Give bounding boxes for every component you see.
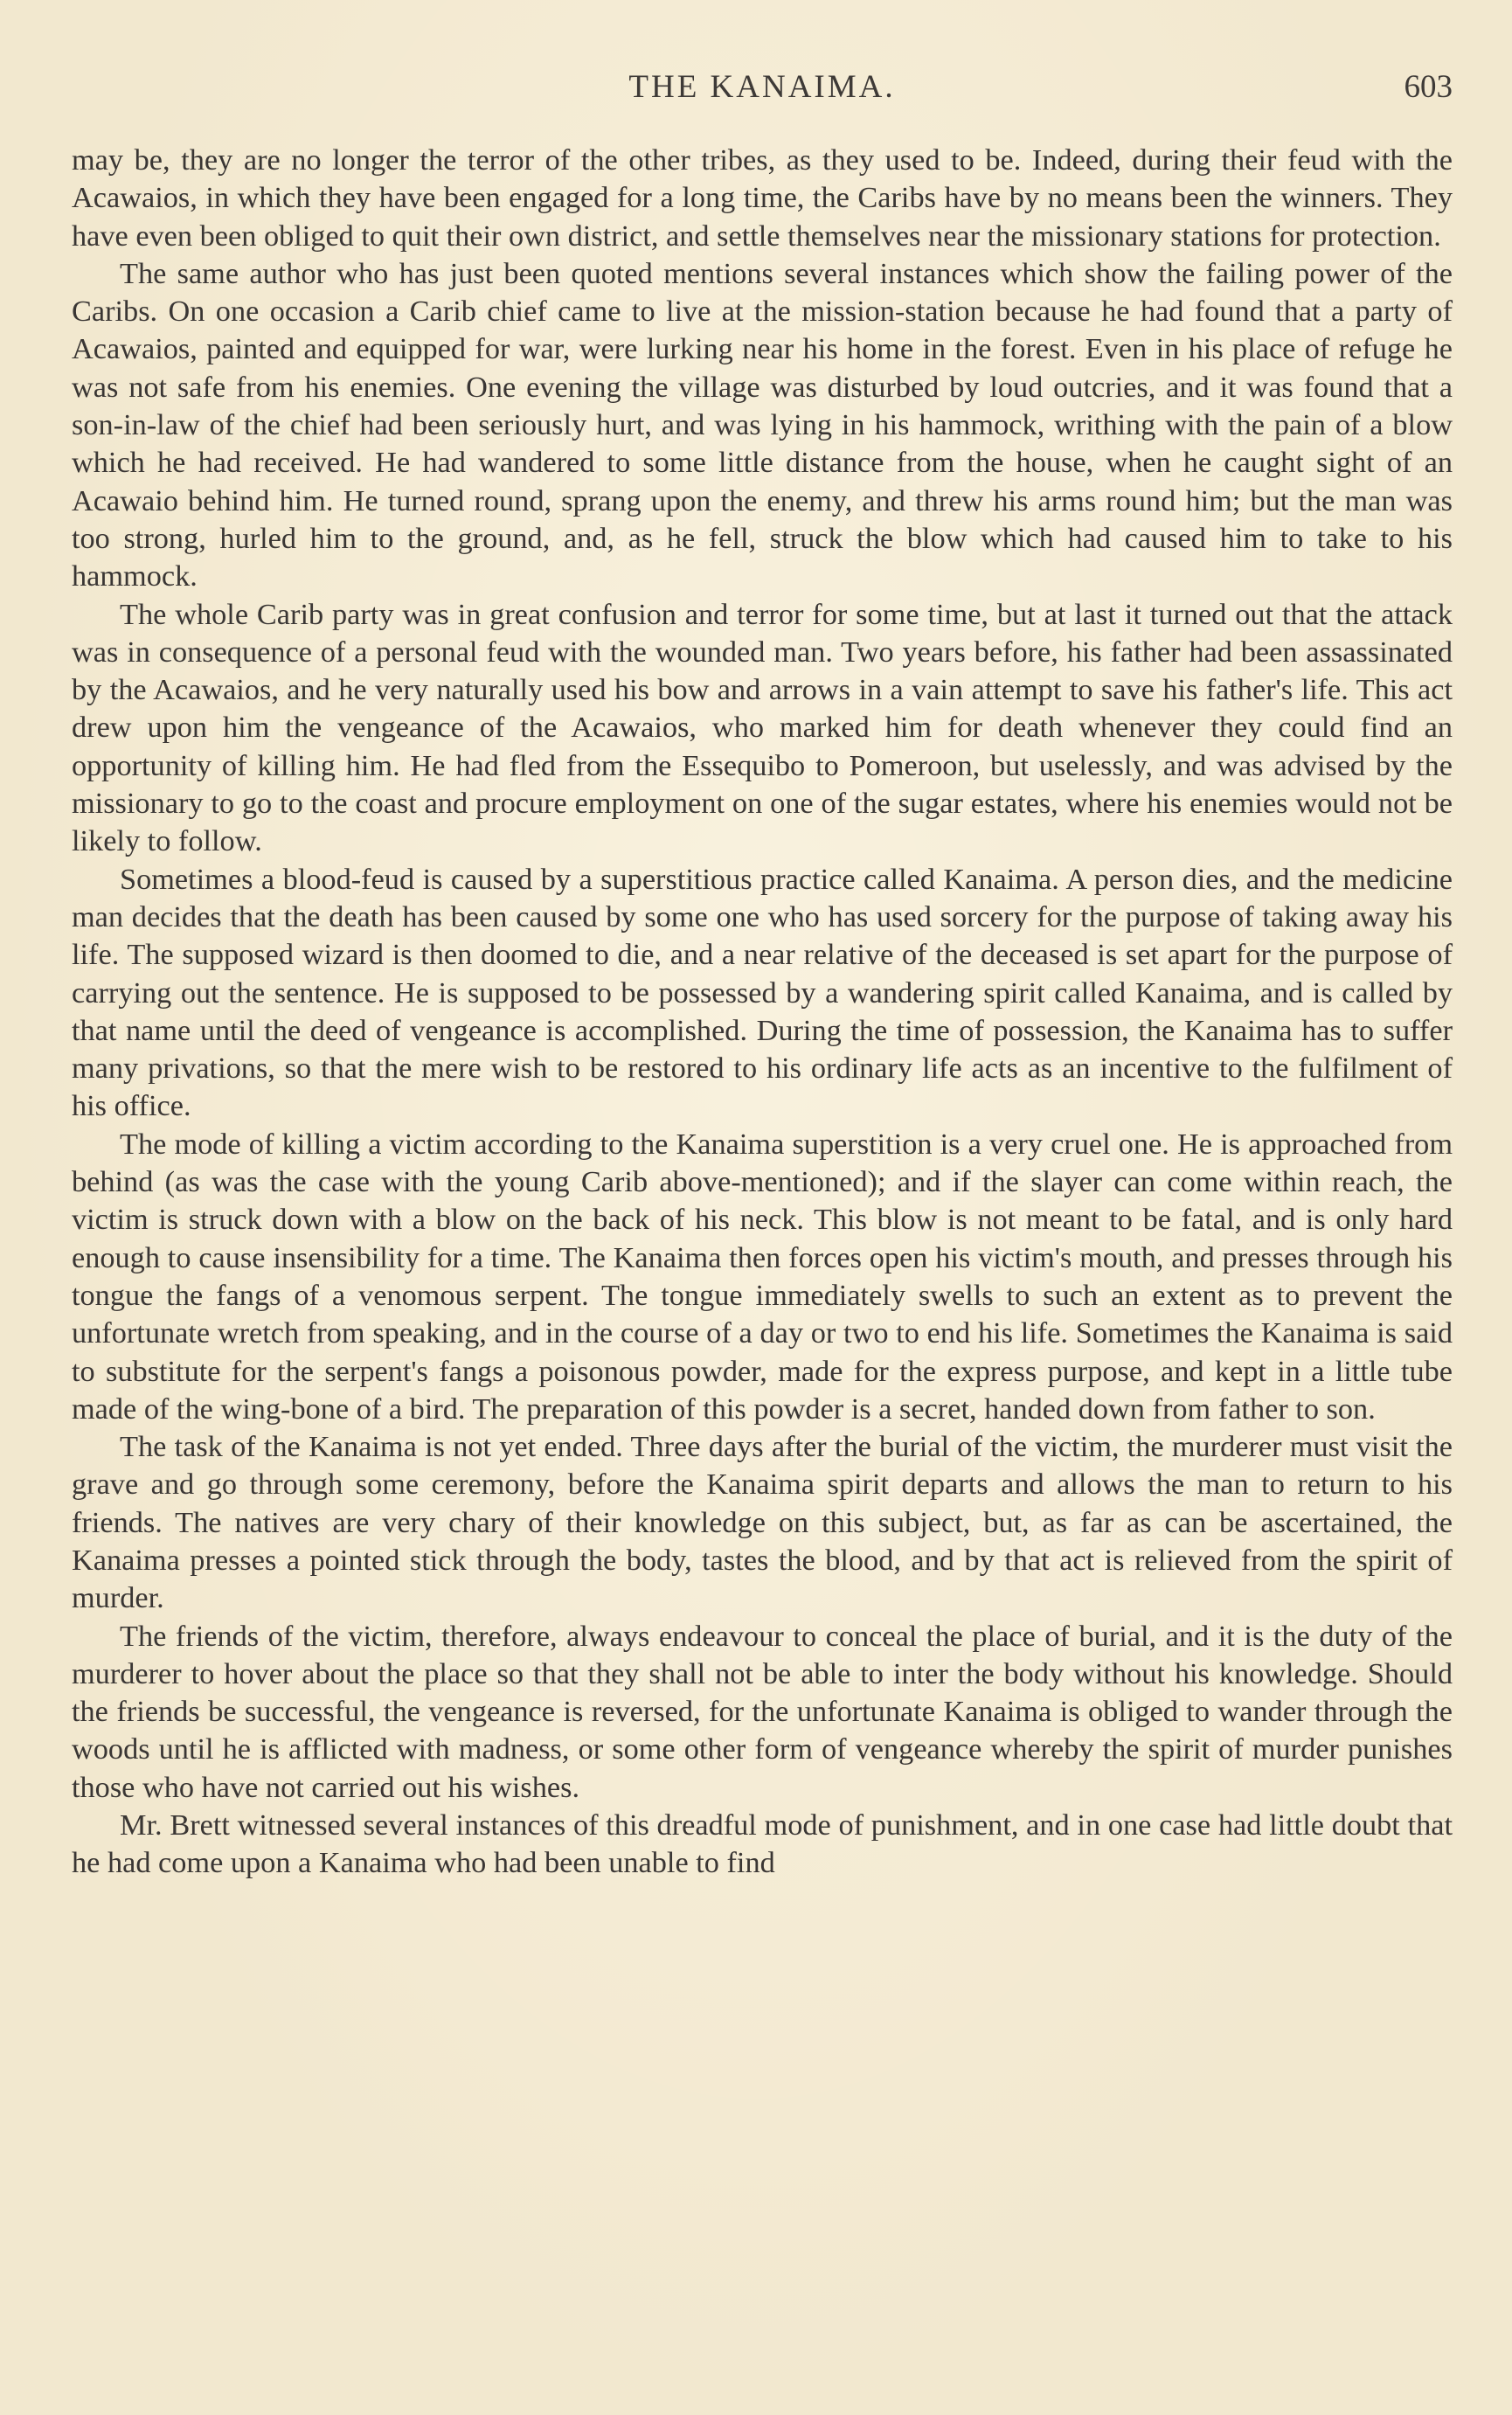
paragraph: The mode of killing a victim according to the Kanaima superstition is a very cruel one. He is approached from behind (as was the case with the young Carib above-mentioned); and if the slayer can come within reach, the victim is struck down with a blow on the back of his neck. This blow is not meant to be fatal, and is only hard enough to cause insensibility for a time. The Kanaima then forces open his victim's mouth, and presses through his tongue the fangs of a venomous serpent. The tongue immediately swells to such an extent as to prevent the unfortunate wretch from speaking, and in the course of a day or two to end his life. Sometimes the Kanaima is said to substitute for the serpent's fangs a poisonous powder, made for the express purpose, and kept in a little tube made of the wing-bone of a bird. The preparation of this powder is a secret, handed down from father to son.: [72, 1127, 1453, 1426]
paragraph: Sometimes a blood-feud is caused by a superstitious practice called Kanaima. A person dies, and the medicine man decides that the death has been caused by some one who has used sorcery for the purpose of taking away his life. The supposed wizard is then doomed to die, and a near relative of the deceased is set apart for the purpose of carrying out the sentence. He is supposed to be possessed by a wandering spirit called Kanaima, and is called by that name until the deed of vengeance is accomplished. During the time of possession, the Kanaima has to suffer many privations, so that the mere wish to be restored to his ordinary life acts as an incentive to the fulfilment of his office.: [72, 862, 1453, 1123]
paragraph: The task of the Kanaima is not yet ended. Three days after the burial of the victim, the murderer must visit the grave and go through some ceremony, before the Kanaima spirit departs and allows the man to return to his friends. The natives are very chary of their knowledge on this subject, but, as far as can be ascertained, the Kanaima presses a pointed stick through the body, tastes the blood, and by that act is relieved from the spirit of murder.: [72, 1430, 1453, 1615]
page-number: 603: [1404, 69, 1453, 105]
paragraph: The friends of the victim, therefore, always endeavour to conceal the place of burial, and it is the duty of the murderer to hover about the place so that they shall not be able to inter the body without his knowledge. Should the friends be successful, the vengeance is reversed, for the unfortunate Kanaima is obliged to wander through the woods until he is afflicted with madness, or some other form of vengeance whereby the spirit of murder punishes those who have not carried out his wishes.: [72, 1619, 1453, 1804]
paragraph: may be, they are no longer the terror of the other tribes, as they used to be. Indeed, during their feud with the Acawaios, in which they have been engaged for a long time, the Caribs have by no means been the winners. They have even been obliged to quit their own district, and settle themselves near the missionary stations for protection.: [72, 143, 1453, 253]
running-title: THE KANAIMA.: [628, 69, 896, 105]
running-head: [72, 68, 1453, 112]
paragraph: The whole Carib party was in great confusion and terror for some time, but at last it turned out that the attack was in consequence of a personal feud with the wounded man. Two years before, his father had been assassinated by the Acawaios, and he very naturally used his bow and arrows in a vain attempt to save his father's life. This act drew upon him the vengeance of the Acawaios, who marked him for death whenever they could find an opportunity of killing him. He had fled from the Essequibo to Pomeroon, but uselessly, and was advised by the missionary to go to the coast and procure employment on one of the sugar estates, where his enemies would not be likely to follow.: [72, 597, 1453, 858]
paragraph: Mr. Brett witnessed several instances of this dreadful mode of punishment, and in one case had little doubt that he had come upon a Kanaima who had been unable to find: [72, 1808, 1453, 1880]
body-text: [72, 142, 1453, 1883]
paragraph: The same author who has just been quoted mentions several instances which show the failing power of the Caribs. On one occasion a Carib chief came to live at the mission-station because he had found that a party of Acawaios, painted and equipped for war, were lurking near his home in the forest. Even in his place of refuge he was not safe from his enemies. One evening the village was disturbed by loud outcries, and it was found that a son-in-law of the chief had been seriously hurt, and was lying in his hammock, writhing with the pain of a blow which he had received. He had wandered to some little distance from the house, when he caught sight of an Acawaio behind him. He turned round, sprang upon the enemy, and threw his arms round him; but the man was too strong, hurled him to the ground, and, as he fell, struck the blow which had caused him to take to his hammock.: [72, 256, 1453, 593]
